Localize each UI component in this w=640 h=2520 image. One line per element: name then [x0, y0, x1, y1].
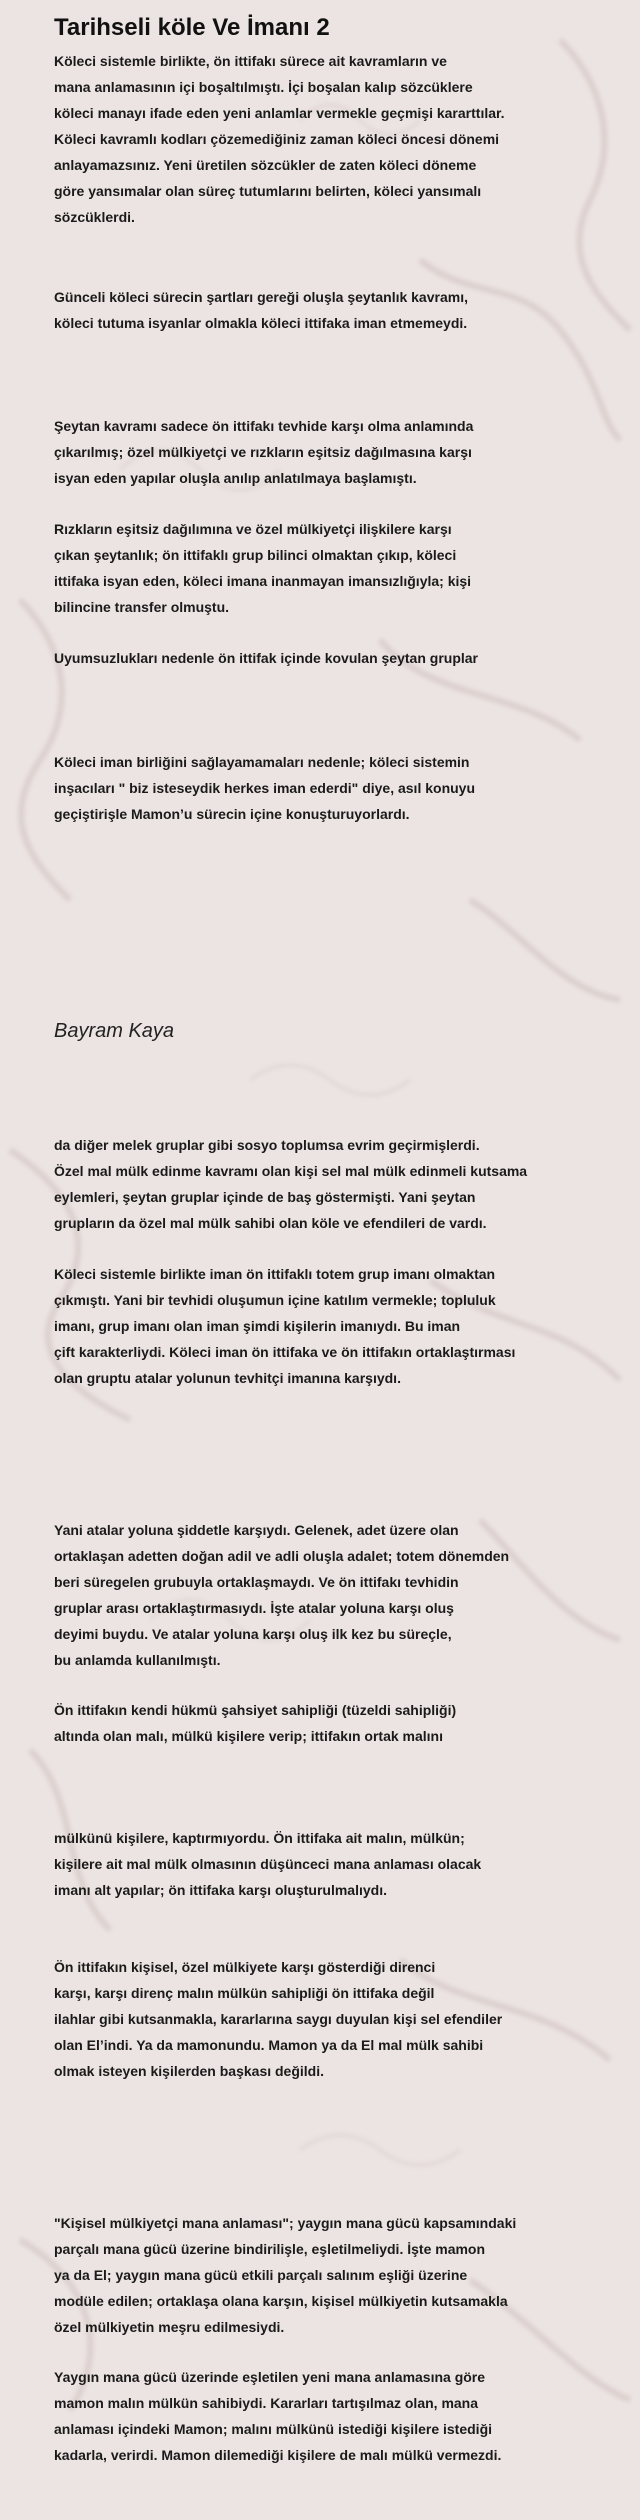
text-line: Günceli köleci sürecin şartları gereği oluşla şeytanlık kavramı, — [54, 289, 468, 305]
text-line: köleci manayı ifade eden yeni anlamlar vermekle geçmişi kararttılar. — [54, 105, 505, 121]
paragraph-14 — [54, 2364, 614, 2468]
text-line: modüle edilen; ortaklaşa olana karşın, kişisel mülkiyetin kutsamakla — [54, 2293, 508, 2309]
text-line: Ön ittifakın kendi hükmü şahsiyet sahipliği (tüzeldi sahipliği) — [54, 1702, 457, 1718]
text-line: mamon malın mülkün sahibiydi. Kararları tartışılmaz olan, mana — [54, 2395, 479, 2411]
text-line: Şeytan kavramı sadece ön ittifakı tevhide karşı olma anlamında — [54, 418, 474, 434]
paragraph-9 — [54, 1517, 614, 1673]
text-line: Köleci kavramlı kodları çözemediğiniz zaman köleci öncesi dönemi — [54, 131, 500, 147]
text-line: da diğer melek gruplar gibi sosyo toplumsa evrim geçirmişlerdi. — [54, 1137, 480, 1153]
text-line: beri süregelen grubuyla ortaklaşmaydı. Ve ön ittifakı tevhidin — [54, 1574, 459, 1590]
paragraph-4 — [54, 516, 614, 620]
text-line: mana anlamasının içi boşaltılmıştı. İçi boşalan kalıp sözcüklere — [54, 79, 473, 95]
text-line: bilincine transfer olmuştu. — [54, 599, 230, 615]
page-title: Tarihseli köle Ve İmanı 2 — [54, 14, 330, 41]
paragraph-13 — [54, 2210, 614, 2340]
text-line: geçiştirişle Mamon’u sürecin içine konuşturuyorlardı. — [54, 806, 410, 822]
text-line: ya da El; yaygın mana gücü etkili parçalı salınım eşliği üzerine — [54, 2267, 468, 2283]
author-name: Bayram Kaya — [54, 1020, 175, 1042]
text-line: ittifaka isyan eden, köleci imana inanmayan imansızlığıyla; kişi — [54, 573, 472, 589]
text-line: altında olan malı, mülkü kişilere verip; ittifakın ortak malını — [54, 1728, 443, 1744]
text-line: çıkmıştı. Yani bir tevhidi oluşumun içine katılım vermekle; topluluk — [54, 1292, 496, 1308]
text-line: imanı alt yapılar; ön ittifaka karşı oluşturulmalıydı. — [54, 1882, 387, 1898]
text-line: karşı, karşı direnç malın mülkün sahipliği ön ittifaka değil — [54, 1985, 435, 2001]
text-line: inşacıları " biz isteseydik herkes iman ederdi" diye, asıl konuyu — [54, 780, 476, 796]
text-line: kişilere ait mal mülk olmasının düşünceci mana anlaması olacak — [54, 1856, 482, 1872]
text-line: köleci tutuma isyanlar olmakla köleci ittifaka iman etmemeydi. — [54, 315, 468, 331]
paragraph-7 — [54, 1132, 614, 1236]
text-line: ilahlar gibi kutsanmakla, kararlarına saygı duyulan kişi sel efendiler — [54, 2011, 503, 2027]
text-line: kadarla, verirdi. Mamon dilemediği kişilere de malı mülkü vermezdi. — [54, 2447, 502, 2463]
text-line: Uyumsuzlukları nedenle ön ittifak içinde kovulan şeytan gruplar — [54, 650, 478, 666]
text-line: Köleci sistemle birlikte, ön ittifakı sürece ait kavramların ve — [54, 53, 447, 69]
text-line: anlayamazsınız. Yeni üretilen sözcükler de zaten köleci döneme — [54, 157, 477, 173]
text-line: "Kişisel mülkiyetçi mana anlaması"; yaygın mana gücü kapsamındaki — [54, 2215, 517, 2231]
text-line: Ön ittifakın kişisel, özel mülkiyete karşı gösterdiği direnci — [54, 1959, 436, 1975]
text-line: çıkan şeytanlık; ön ittifaklı grup bilinci olmaktan çıkıp, köleci — [54, 547, 457, 563]
text-line: göre yansımalar olan süreç tutumlarını belirten, köleci yansımalı — [54, 183, 482, 199]
text-line: grupların da özel mal mülk sahibi olan köle ve efendileri de vardı. — [54, 1215, 487, 1231]
text-line: olan El’indi. Ya da mamonundu. Mamon ya da El mal mülk sahibi — [54, 2037, 484, 2053]
text-line: parçalı mana gücü üzerine bindirilişle, eşletilmeliydi. İşte mamon — [54, 2241, 486, 2257]
text-line: çift karakterliydi. Köleci iman ön ittifaka ve ön ittifakın ortaklaştırması — [54, 1344, 516, 1360]
text-line: çıkarılmış; özel mülkiyetçi ve rızkların eşitsiz dağılmasına karşı — [54, 444, 472, 460]
paragraph-2 — [54, 284, 614, 336]
text-line: Özel mal mülk edinme kavramı olan kişi sel mal mülk edinmeli kutsama — [54, 1163, 528, 1179]
text-line: sözcüklerdi. — [54, 209, 135, 225]
text-line: anlaması içindeki Mamon; malını mülkünü istediği kişilere istediği — [54, 2421, 493, 2437]
paragraph-1 — [54, 48, 614, 230]
text-line: Yaygın mana gücü üzerinde eşletilen yeni mana anlamasına göre — [54, 2369, 486, 2385]
paragraph-11 — [54, 1825, 614, 1903]
paragraph-5 — [54, 645, 614, 671]
paragraph-3 — [54, 413, 614, 491]
text-line: deyimi buydu. Ve atalar yoluna karşı oluş ilk kez bu süreçle, — [54, 1626, 452, 1642]
text-line: Rızkların eşitsiz dağılımına ve özel mülkiyetçi ilişkilere karşı — [54, 521, 452, 537]
text-line: mülkünü kişilere, kaptırmıyordu. Ön ittifaka ait malın, mülkün; — [54, 1830, 465, 1846]
text-line: imanı, grup imanı olan iman şimdi kişilerin imanıydı. Bu iman — [54, 1318, 461, 1334]
text-line: Köleci iman birliğini sağlayamamaları nedenle; köleci sistemin — [54, 754, 470, 770]
text-line: özel mülkiyetin meşru edilmesiydi. — [54, 2319, 285, 2335]
text-line: olan gruptu atalar yolunun tevhitçi imanına karşıydı. — [54, 1370, 401, 1386]
text-line: ortaklaşan adetten doğan adil ve adli oluşla adalet; totem dönemden — [54, 1548, 510, 1564]
text-line: olmak isteyen kişilerden başkası değildi. — [54, 2063, 325, 2079]
text-line: gruplar arası ortaklaştırmasıydı. İşte atalar yoluna karşı oluş — [54, 1600, 454, 1616]
paragraph-12 — [54, 1954, 614, 2084]
text-line: Köleci sistemle birlikte iman ön ittifaklı totem grup imanı olmaktan — [54, 1266, 496, 1282]
paragraph-8 — [54, 1261, 614, 1391]
text-line: isyan eden yapılar oluşla anılıp anlatılmaya başlamıştı. — [54, 470, 417, 486]
text-line: bu anlamda kullanılmıştı. — [54, 1652, 221, 1668]
text-line: Yani atalar yoluna şiddetle karşıydı. Gelenek, adet üzere olan — [54, 1522, 459, 1538]
text-line: eylemleri, şeytan gruplar içinde de baş göstermişti. Yani şeytan — [54, 1189, 476, 1205]
paragraph-6 — [54, 749, 614, 827]
paragraph-10 — [54, 1697, 614, 1749]
